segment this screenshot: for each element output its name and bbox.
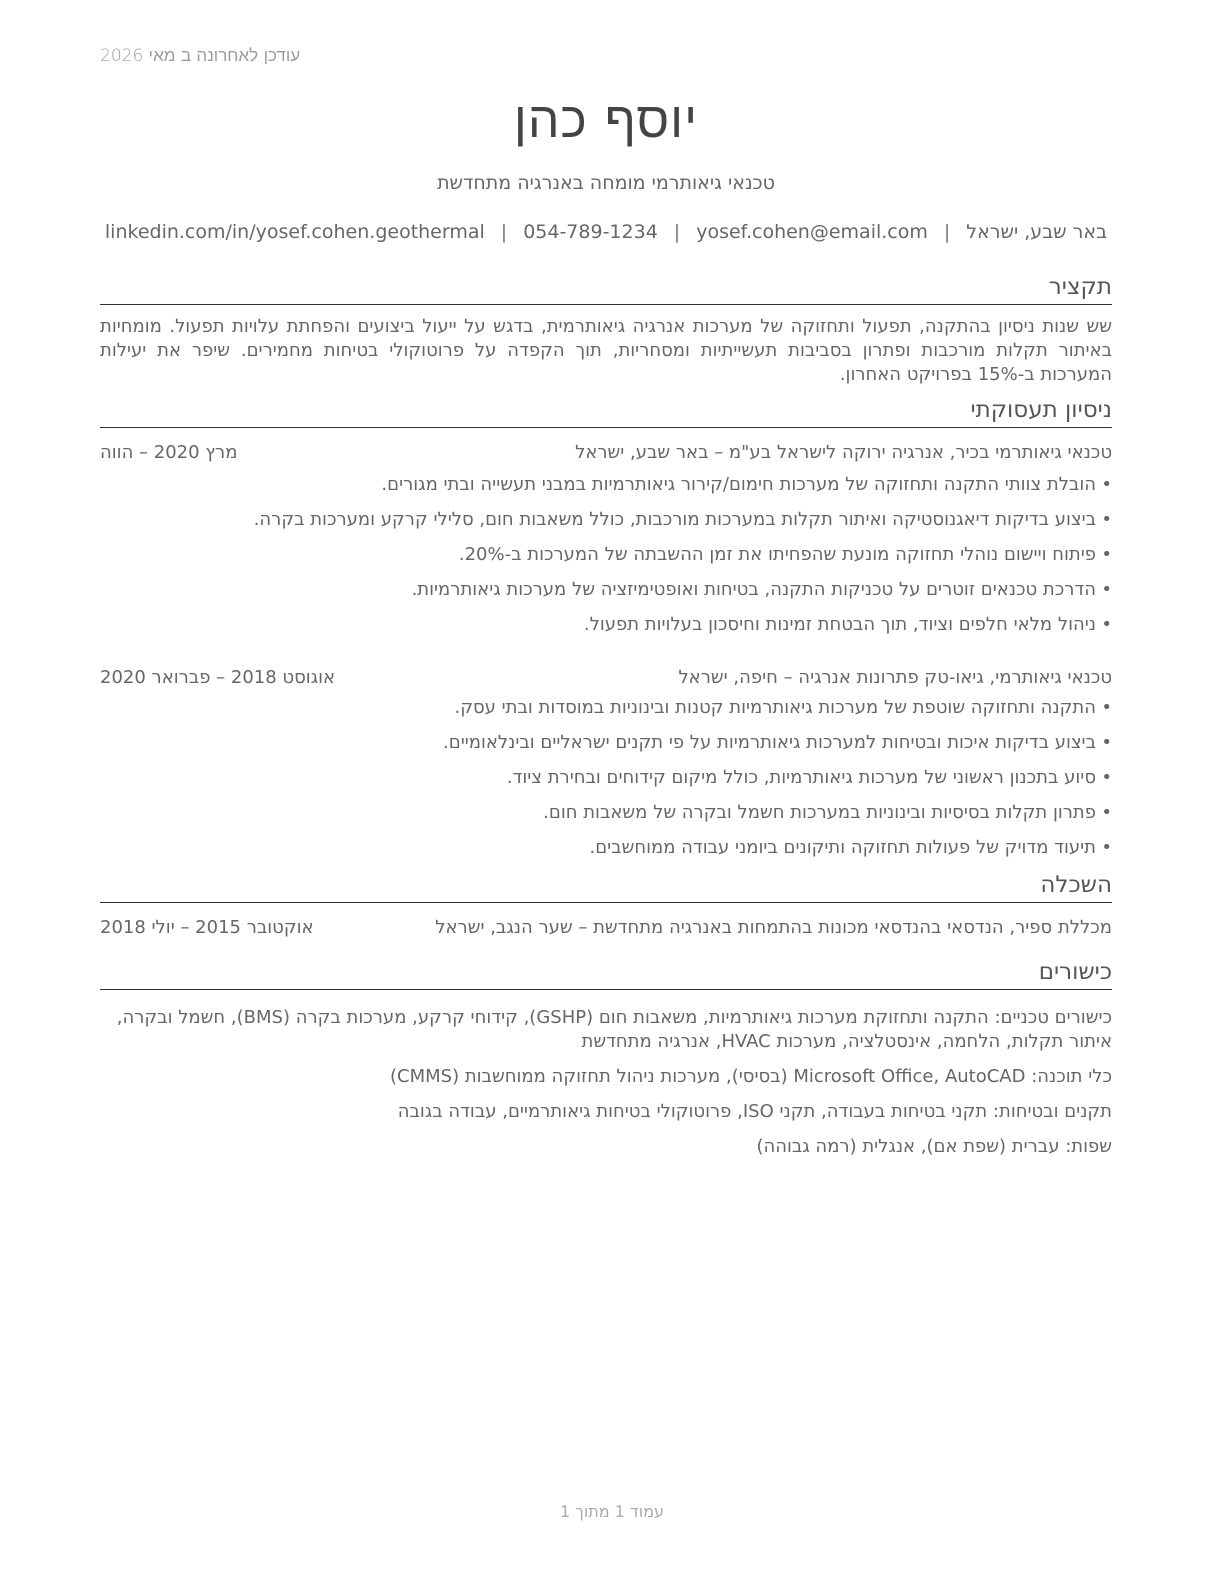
bullet-item: • ניהול מלאי חלפים וציוד, תוך הבטחת זמינות וחיסכון בעלויות תפעול. (100, 612, 1112, 647)
job-bullets (100, 695, 1112, 870)
skills-heading: כישורים (100, 957, 1112, 990)
job-header (100, 665, 1112, 691)
skills-line-languages: שפות: עברית (שפת אם), אנגלית (רמה גבוהה) (756, 1136, 1112, 1157)
bullet-item: • ביצוע בדיקות דיאגנוסטיקה ואיתור תקלות במערכות מורכבות, כולל משאבות חום, סלילי קרקע ומערכות בקרה. (100, 507, 1112, 542)
job-entry (100, 440, 1112, 647)
bullet-item: • הדרכת טכנאים זוטרים על טכניקות התקנה, בטיחות ואופטימיזציה של מערכות גיאותרמיות. (100, 577, 1112, 612)
resume-page (100, 90, 1112, 1159)
education-institution: מכללת ספיר, הנדסאי בהנדסאי מכונות בהתמחות באנרגיה מתחדשת – שער הנגב, ישראל (435, 917, 1112, 938)
contact-location: באר שבע, ישראל (966, 221, 1108, 243)
summary-text: שש שנות ניסיון בהתקנה, תפעול ותחזוקה של מערכות אנרגיה גיאותרמית, בדגש על ייעול ביצועים והפחתת עלויות תפעול. מומחיות באיתור תקלות מורכבות ופתרון בסביבות תעשייתיות ומסחריות, תוך הקפדה על פרוטוקולי בטיחות מחמירים. שיפר את יעילות המערכות ב-15% בפרויקט האחרון. (100, 316, 1112, 385)
candidate-title: טכנאי גיאותרמי מומחה באנרגיה מתחדשת (437, 172, 775, 194)
contact-linkedin[interactable]: linkedin.com/in/yosef.cohen.geothermal (104, 221, 485, 243)
bullet-item: • פיתוח ויישום נוהלי תחזוקה מונעת שהפחיתו את זמן ההשבתה של המערכות ב-20%. (100, 542, 1112, 577)
bullet-item: • התקנה ותחזוקה שוטפת של מערכות גיאותרמיות קטנות ובינוניות במוסדות ובתי עסק. (100, 695, 1112, 730)
education-heading: השכלה (100, 870, 1112, 903)
job-dates: אוגוסט 2018 – פברואר 2020 (100, 667, 336, 688)
contact-line (100, 218, 1112, 246)
bullet-item: • הובלת צוותי התקנה ותחזוקה של מערכות חימום/קירור גיאותרמיות במבני תעשייה ובתי מגורים. (100, 472, 1112, 507)
job-title: טכנאי גיאותרמי בכיר, אנרגיה ירוקה לישראל בע"מ – באר שבע, ישראל (575, 442, 1112, 463)
candidate-name: יוסף כהן (513, 91, 699, 149)
job-dates: מרץ 2020 – הווה (100, 442, 238, 463)
contact-email[interactable]: yosef.cohen@email.com (696, 221, 928, 243)
education-dates: אוקטובר 2015 – יולי 2018 (100, 917, 314, 938)
job-bullets (100, 472, 1112, 647)
job-entry (100, 665, 1112, 870)
bullet-item: • סיוע בתכנון ראשוני של מערכות גיאותרמיות, כולל מיקום קידוחים ובחירת ציוד. (100, 765, 1112, 800)
bullet-item: • פתרון תקלות בסיסיות ובינוניות במערכות חשמל ובקרה של משאבות חום. (100, 800, 1112, 835)
page-footer: עמוד 1 מתוך 1 (560, 1502, 664, 1521)
contact-separator: | (500, 221, 508, 243)
job-title: טכנאי גיאותרמי, גיאו-טק פתרונות אנרגיה – חיפה, ישראל (678, 667, 1112, 688)
experience-heading: ניסיון תעסוקתי (100, 395, 1112, 428)
summary-heading: תקציר (100, 272, 1112, 305)
skills-line-technical: כישורים טכניים: התקנה ותחזוקת מערכות גיאותרמיות, משאבות חום (GSHP), קידוחי קרקע, מערכות בקרה (BMS), חשמל ובקרה, איתור תקלות, הלחמה, אינסטלציה, מערכות HVAC, אנרגיה מתחדשת (116, 1007, 1112, 1052)
education-entry (100, 915, 1112, 941)
job-header (100, 440, 1112, 466)
contact-phone[interactable]: 054-789-1234 (523, 221, 658, 243)
bullet-item: • ביצוע בדיקות איכות ובטיחות למערכות גיאותרמיות על פי תקנים ישראליים ובינלאומיים. (100, 730, 1112, 765)
last-updated-note: עודכן לאחרונה ב מאי 2026 (100, 46, 301, 66)
skills-line-standards: תקנים ובטיחות: תקני בטיחות בעבודה, תקני ISO, פרוטוקולי בטיחות גיאותרמיים, עבודה בגובה (397, 1101, 1112, 1122)
contact-separator: | (943, 221, 951, 243)
bullet-item: • תיעוד מדויק של פעולות תחזוקה ותיקונים ביומני עבודה ממוחשבים. (100, 835, 1112, 870)
contact-separator: | (673, 221, 681, 243)
skills-line-software: כלי תוכנה: Microsoft Office, AutoCAD (בסיסי), מערכות ניהול תחזוקה ממוחשבות (CMMS) (389, 1066, 1112, 1087)
